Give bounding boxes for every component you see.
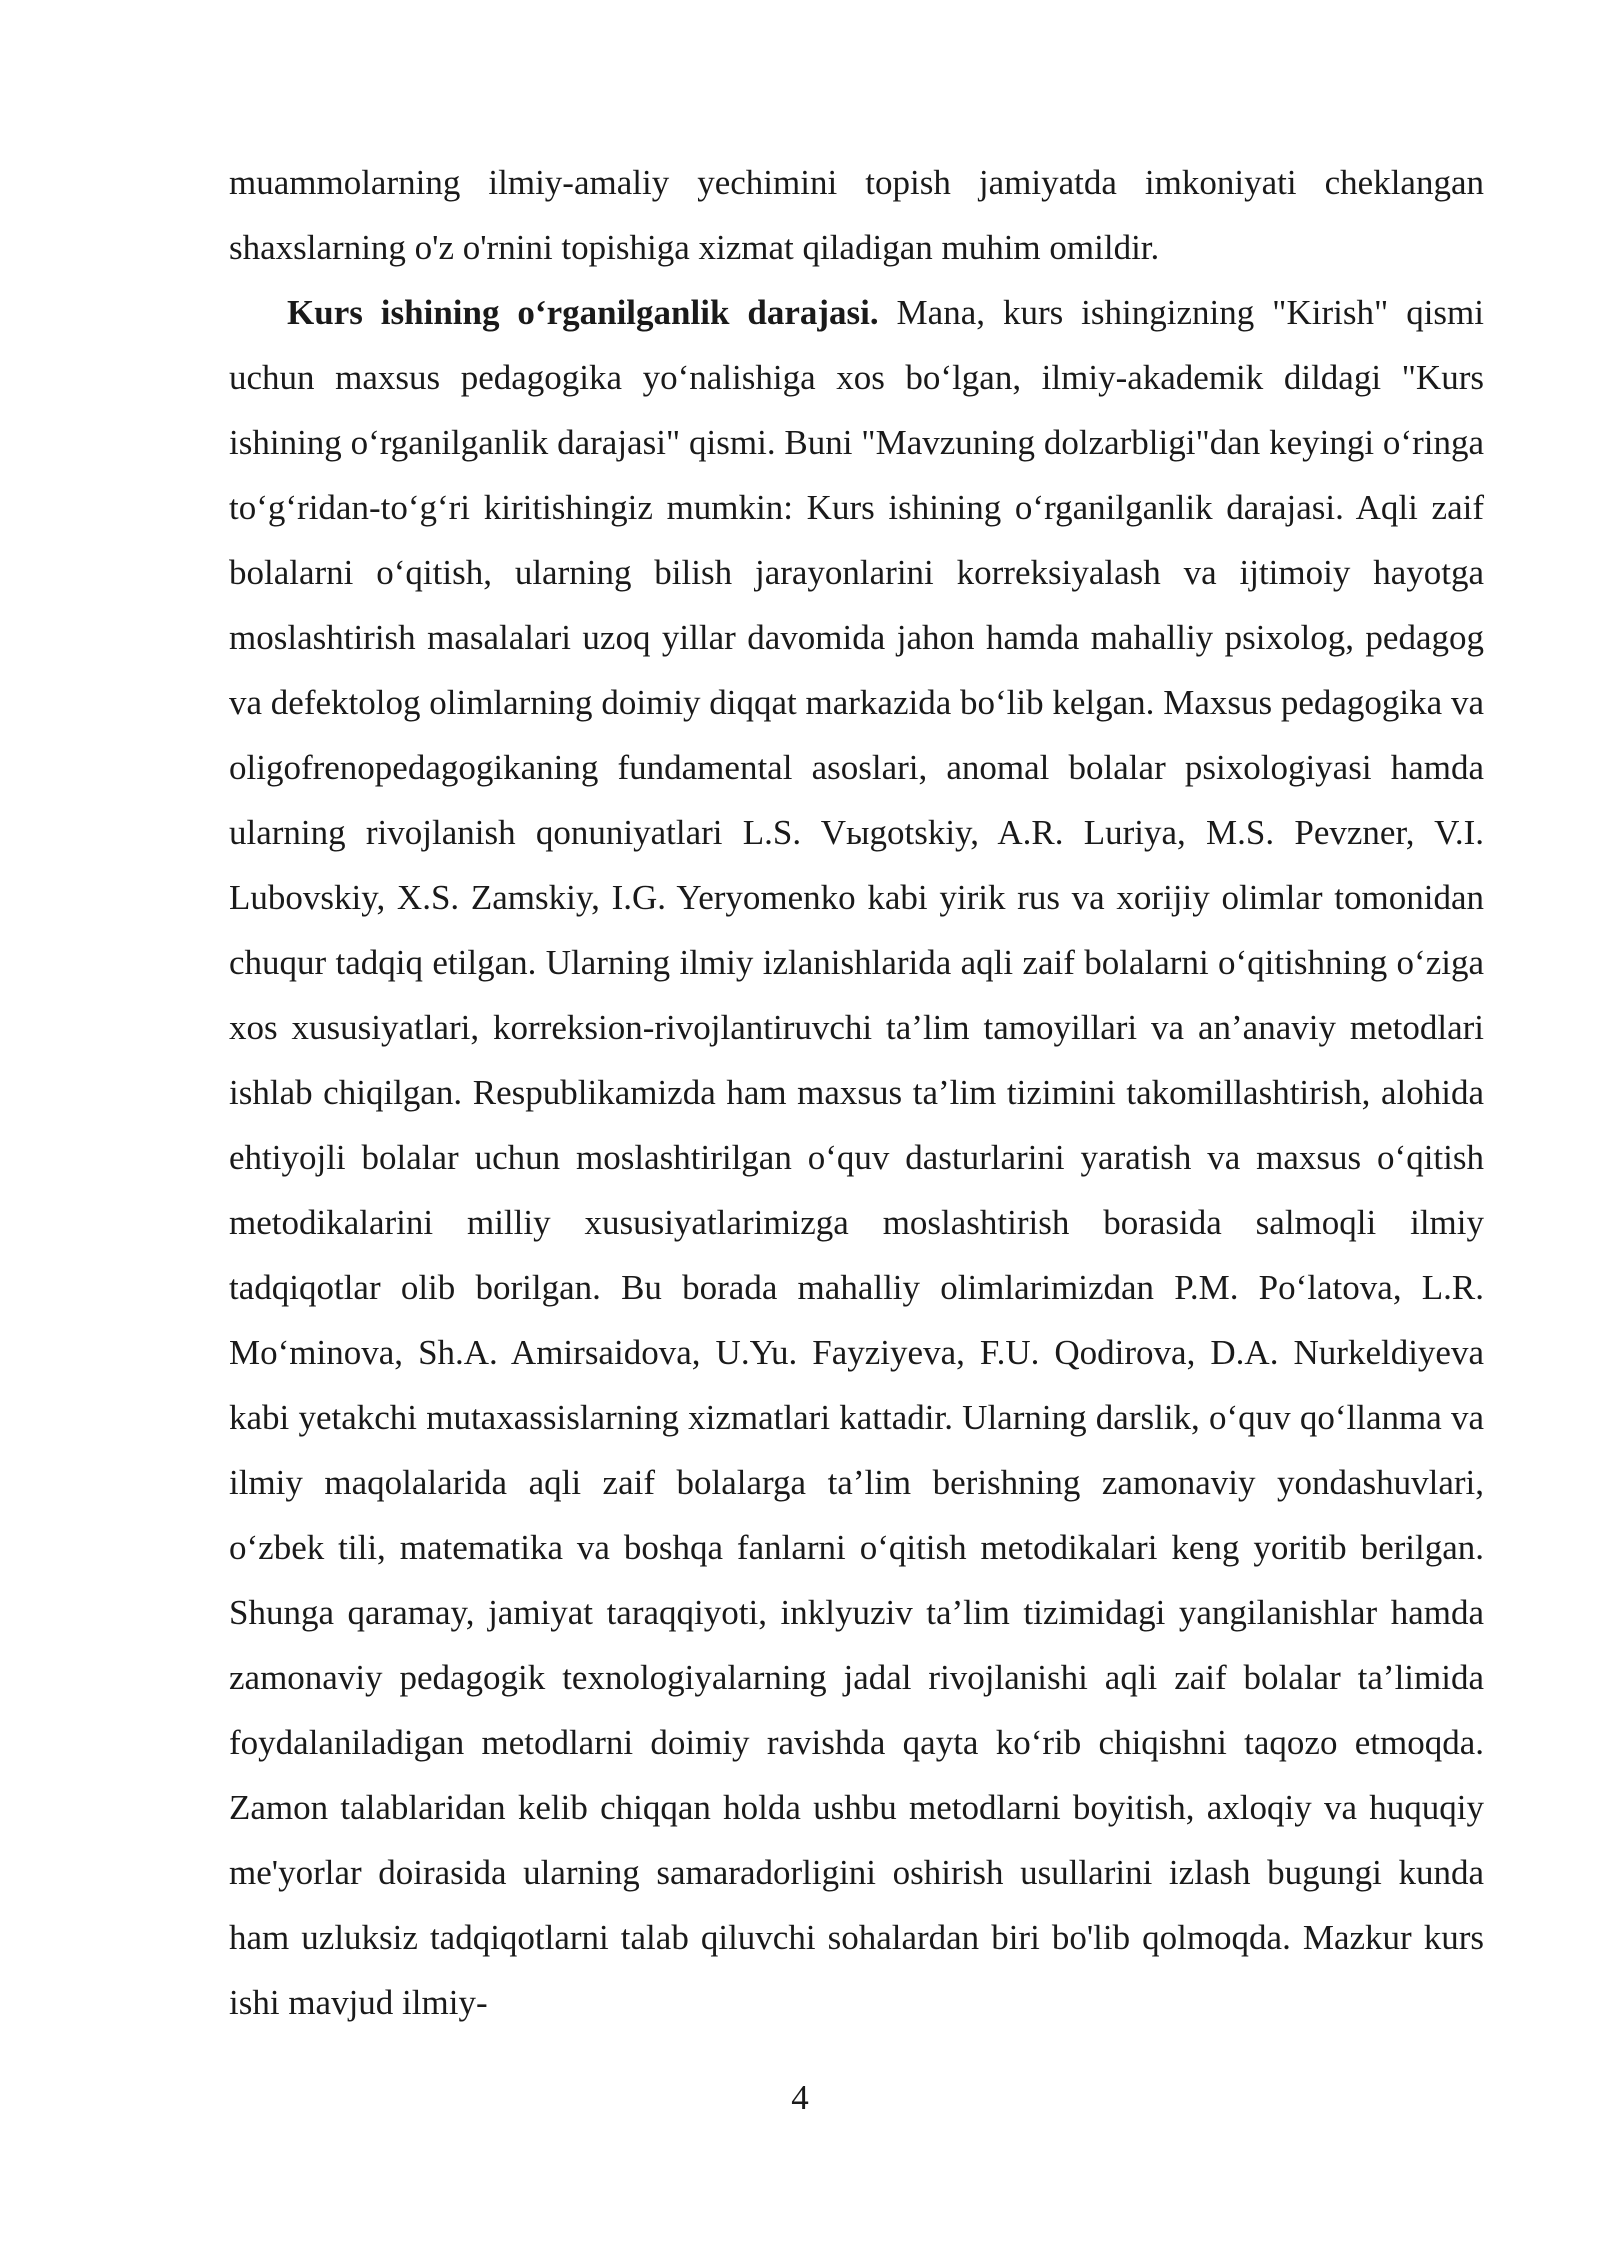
- section-heading: Kurs ishining o‘rganilganlik darajasi.: [287, 293, 879, 332]
- page-number: 4: [791, 2078, 809, 2117]
- paragraph-intro-continuation: [229, 150, 1484, 280]
- paragraph-text: Mana, kurs ishingizning "Kirish" qismi uchun maxsus pedagogika yo‘nalishiga xos bo‘lgan, ilmiy-akademik dildagi "Kurs ishining o‘rganilganlik darajasi" qismi. Buni "Mavzuning dolzarbligi"dan keyingi o‘ringa to‘g‘ridan-to‘g‘ri kiritishingiz mumkin: Kurs ishining o‘rganilganlik darajasi. Aqli zaif bolalarni o‘qitish, ularning bilish jarayonlarini korreksiyalash va ijtimoiy hayotga moslashtirish masalalari uzoq yillar davomida jahon hamda mahalliy psixolog, pedagog va defektolog olimlarning doimiy diqqat markazida bo‘lib kelgan. Maxsus pedagogika va oligofrenopedagogikaning fundamental asoslari, anomal bolalar psixologiyasi hamda ularning rivojlanish qonuniyatlari L.S. Vыgotskiy, A.R. Luriya, M.S. Pevzner, V.I. Lubovskiy, X.S. Zamskiy, I.G. Yeryomenko kabi yirik rus va xorijiy olimlar tomonidan chuqur tadqiq etilgan. Ularning ilmiy izlanishlarida aqli zaif bolalarni o‘qitishning o‘ziga xos xususiyatlari, korreksion-rivojlantiruvchi ta’lim tamoyillari va an’anaviy metodlari ishlab chiqilgan. Respublikamizda ham maxsus ta’lim tizimini takomillashtirish, alohida ehtiyojli bolalar uchun moslashtirilgan o‘quv dasturlarini yaratish va maxsus o‘qitish metodikalarini milliy xususiyatlarimizga moslashtirish borasida salmoqli ilmiy tadqiqotlar olib borilgan. Bu borada mahalliy olimlarimizdan P.M. Po‘latova, L.R. Mo‘minova, Sh.A. Amirsaidova, U.Yu. Fayziyeva, F.U. Qodirova, D.A. Nurkeldiyeva kabi yetakchi mutaxassislarning xizmatlari kattadir. Ularning darslik, o‘quv qo‘llanma va ilmiy maqolalarida aqli zaif bolalarga ta’lim berishning zamonaviy yondashuvlari, o‘zbek tili, matematika va boshqa fanlarni o‘qitish metodikalari keng yoritib berilgan. Shunga qaramay, jamiyat taraqqiyoti, inklyuziv ta’lim tizimidagi yangilanishlar hamda zamonaviy pedagogik texnologiyalarning jadal rivojlanishi aqli zaif bolalar ta’limida foydalaniladigan metodlarni doimiy ravishda qayta ko‘rib chiqishni taqozo etmoqda. Zamon talablaridan kelib chiqqan holda ushbu metodlarni boyitish, axloqiy va huquqiy me'yorlar doirasida ularning samaradorligini oshirish usullarini izlash bugungi kunda ham uzluksiz tadqiqotlarni talab qiluvchi sohalardan biri bo'lib qolmoqda. Mazkur kurs ishi mavjud ilmiy-: [229, 293, 1484, 2022]
- paragraph-study-level: [229, 280, 1484, 2035]
- paragraph-text: muammolarning ilmiy-amaliy yechimini topish jamiyatda imkoniyati cheklangan shaxslarning o'z o'rnini topishiga xizmat qiladigan muhim omildir.: [229, 163, 1484, 267]
- body-text: [229, 150, 1484, 2035]
